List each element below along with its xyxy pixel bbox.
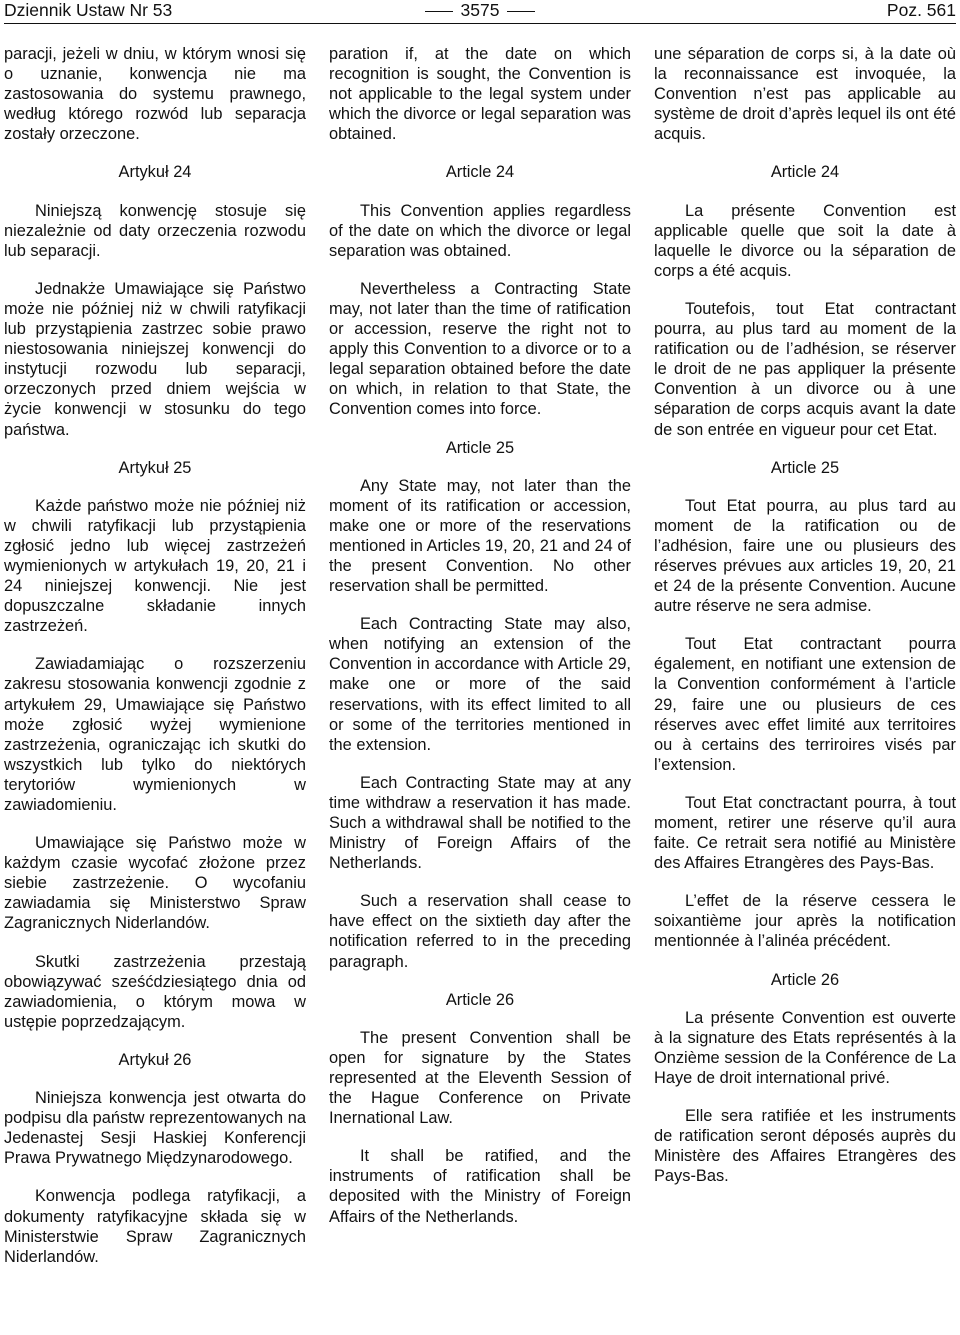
article-heading: Artykuł 25 <box>118 458 192 477</box>
paragraph: Each Contracting State may at any time withdraw a reservation it has made. Such a withdrawal shall be notified to the Ministry of Foreign Affairs of the Netherlands. <box>329 773 631 873</box>
paragraph-gap <box>329 596 631 614</box>
paragraph-gap <box>4 815 306 833</box>
paragraph-gap <box>329 873 631 891</box>
paragraph-gap <box>4 636 306 654</box>
paragraph-gap <box>329 1128 631 1146</box>
paragraph: Any State may, not later than the moment of its ratification or accession, make one or more of the reservations mentioned in Articles 19, 20, 21 and 24 of the present Convention. No other reservation shall be permitted. <box>329 476 631 596</box>
paragraph: Such a reservation shall cease to have effect on the sixtieth day after the notification referred to in the preceding paragraph. <box>329 892 631 971</box>
paragraph-gap <box>4 144 306 162</box>
paragraph: La présente Convention est applicable quelle que soit la date à laquelle le divorce ou la séparation de corps a été acquis. <box>654 201 956 280</box>
article-heading: Article 24 <box>445 163 515 182</box>
paragraph-gap <box>654 1088 956 1106</box>
article-heading: Article 24 <box>770 163 840 182</box>
paragraph-gap <box>654 440 956 458</box>
paragraph-gap <box>654 873 956 891</box>
paragraph: Tout Etat pourra, au plus tard au moment de la ratification ou de l’adhésion, faire une ou plusieurs des réserves prévues aux articles 19, 20, 21 et 24 de la présente Convention. Aucune autre réserve ne sera admise. <box>654 496 956 616</box>
paragraph: Każde państwo może nie później niż w chwili ratyfikacji lub przystąpienia zgłosić jedno lub więcej zastrzeżeń wymienionych w artykułach 19, 20, 21 i 24 niniejszej konwencji. Nie jest dopuszczalne składanie innych zastrzeżeń. <box>4 496 306 636</box>
paragraph-gap <box>4 478 306 496</box>
article-heading: Article 26 <box>770 970 840 989</box>
article-heading: Artykuł 24 <box>118 163 192 182</box>
paragraph: Toutefois, tout Etat contractant pourra, au plus tard au moment de la ratification ou de l’adhésion, se réserver le droit de ne pas appliquer la présente Convention à un divorce ou à une séparation de corps acquis avant la date de son entrée en vigueur pour cet Etat. <box>654 299 956 439</box>
paragraph: It shall be ratified, and the instruments of ratification shall be deposited with the Ministry of Foreign Affairs of the Netherlands. <box>329 1147 631 1226</box>
paragraph: Nevertheless a Contracting State may, not later than the time of ratification or accession, reserve the right not to apply this Convention to a divorce or to a legal separation obtained before the date on which, in relation to that State, the Convention comes into force. <box>329 279 631 419</box>
paragraph: This Convention applies regardless of the date on which the divorce or legal separation was obtained. <box>329 201 631 260</box>
paragraph: Tout Etat contractant pourra également, en notifiant une extension de la Convention conformément à l’article 29, faire une ou plusieurs de ces réserves avec effet limité aux territoires ou à certains des terriroires visés par l’extension. <box>654 635 956 774</box>
paragraph: Skutki zastrzeżenia przestają obowiązywać sześćdziesiątego dnia od zawiadomienia, o którym mowa w ustępie poprzedzającym. <box>4 952 306 1031</box>
paragraph: Niniejsza konwencja jest otwarta do podpisu dla państw reprezentowanych na Jedenastej Sesji Haskiej Konferencji Prawa Prywatnego Międzynarodowego. <box>4 1089 306 1168</box>
paragraph-gap <box>329 458 631 476</box>
header-rule <box>4 23 956 24</box>
page-number-block <box>0 0 960 20</box>
paragraph-gap <box>329 420 631 438</box>
paragraph-gap <box>4 440 306 458</box>
page-number: 3575 <box>460 0 500 20</box>
article-heading: Article 25 <box>770 458 840 477</box>
paragraph-gap <box>329 755 631 773</box>
paragraph: Zawiadamiając o rozszerzeniu zakresu stosowania konwencji zgodnie z artykułem 29, Umawiające się Państwo może zgłosić wyżej wymienione zastrzeżenia, ograniczając ich skutki do wszystkich lub tylko do niektórych terytoriów wymienionych w zawiadomieniu. <box>4 655 306 814</box>
paragraph-gap <box>654 144 956 162</box>
paragraph: Elle sera ratifiée et les instruments de ratification seront déposés auprès du Ministère des Affaires Etrangères des Pays-Bas. <box>654 1107 956 1186</box>
paragraph-gap <box>654 478 956 496</box>
position-number: Poz. 561 <box>886 0 956 20</box>
paragraph: L’effet de la réserve cessera le soixantième jour après la notification mentionnée à l’alinéa précédent. <box>654 892 956 951</box>
article-heading: Artykuł 26 <box>118 1050 192 1069</box>
paragraph: une séparation de corps si, à la date où la reconnaissance est invoquée, la Convention n’est pas applicable au système de droit d’après lequel ils ont été acquis. <box>654 45 956 144</box>
paragraph: Tout Etat conctractant pourra, à tout moment, retirer une réserve qu’il aura faite. Ce retrait sera notifié au Ministère des Affaires Etrangères des Pays-Bas. <box>654 793 956 873</box>
page-header <box>0 0 960 24</box>
paragraph-gap <box>329 183 631 201</box>
dash-right <box>507 11 535 12</box>
paragraph: Umawiające się Państwo może w każdym czasie wycofać złożone przez siebie zastrzeżenie. O wycofaniu zawiadamia się Ministerstwo Spraw Zagranicznych Niderlandów. <box>4 834 306 933</box>
paragraph-gap <box>329 144 631 162</box>
paragraph-gap <box>654 281 956 299</box>
dash-left <box>425 11 453 12</box>
paragraph: Each Contracting State may also, when notifying an extension of the Convention in accordance with Article 29, make one or more of the said reservations, with its effect limited to all or some of the territories mentioned in the extension. <box>329 615 631 754</box>
paragraph-gap <box>654 990 956 1008</box>
paragraph-gap <box>4 934 306 952</box>
paragraph: The present Convention shall be open for signature by the States represented at the Eleventh Session of the Hague Conference on Private Inernational Law. <box>329 1028 631 1128</box>
paragraph: La présente Convention est ouverte à la signature des Etats représentés à la Onzième session de la Conférence de La Haye de droit international privé. <box>654 1008 956 1087</box>
paragraph-gap <box>329 261 631 279</box>
paragraph-gap <box>4 261 306 279</box>
paragraph-gap <box>329 972 631 990</box>
paragraph-gap <box>654 775 956 793</box>
paragraph: paracji, jeżeli w dniu, w którym wnosi się o uznanie, konwencja nie ma zastosowania do systemu prawnego, według którego rozwód lub separacja zostały orzeczone. <box>4 45 306 144</box>
paragraph: paration if, at the date on which recognition is sought, the Convention is not applicable to the legal system under which the divorce or legal separation was obtained. <box>329 45 631 144</box>
paragraph-gap <box>654 616 956 634</box>
paragraph-gap <box>4 1070 306 1088</box>
journal-title: Dziennik Ustaw Nr 53 <box>4 0 173 20</box>
paragraph-gap <box>654 183 956 201</box>
paragraph-gap <box>654 952 956 970</box>
paragraph: Jednakże Umawiające się Państwo może nie później niż w chwili ratyfikacji lub przystąpienia zastrzec sobie prawo niestosowania niniejszej konwencji do instytucji rozwodu lub separacji, orzeczonych przed dniem wejścia w życie konwencji w stosunku do tego państwa. <box>4 279 306 439</box>
paragraph: Niniejszą konwencję stosuje się niezależnie od daty orzeczenia rozwodu lub separacji. <box>4 201 306 260</box>
paragraph: Konwencja podlega ratyfikacji, a dokumenty ratyfikacyjne składa się w Ministerstwie Spraw Zagranicznych Niderlandów. <box>4 1187 306 1266</box>
column-english <box>329 44 631 1227</box>
column-french <box>654 44 956 1186</box>
paragraph-gap <box>4 1168 306 1186</box>
paragraph-gap <box>329 1010 631 1028</box>
paragraph-gap <box>4 183 306 201</box>
paragraph-gap <box>4 1032 306 1050</box>
column-polish <box>4 44 306 1267</box>
article-heading: Article 25 <box>445 438 515 457</box>
article-heading: Article 26 <box>445 990 515 1009</box>
